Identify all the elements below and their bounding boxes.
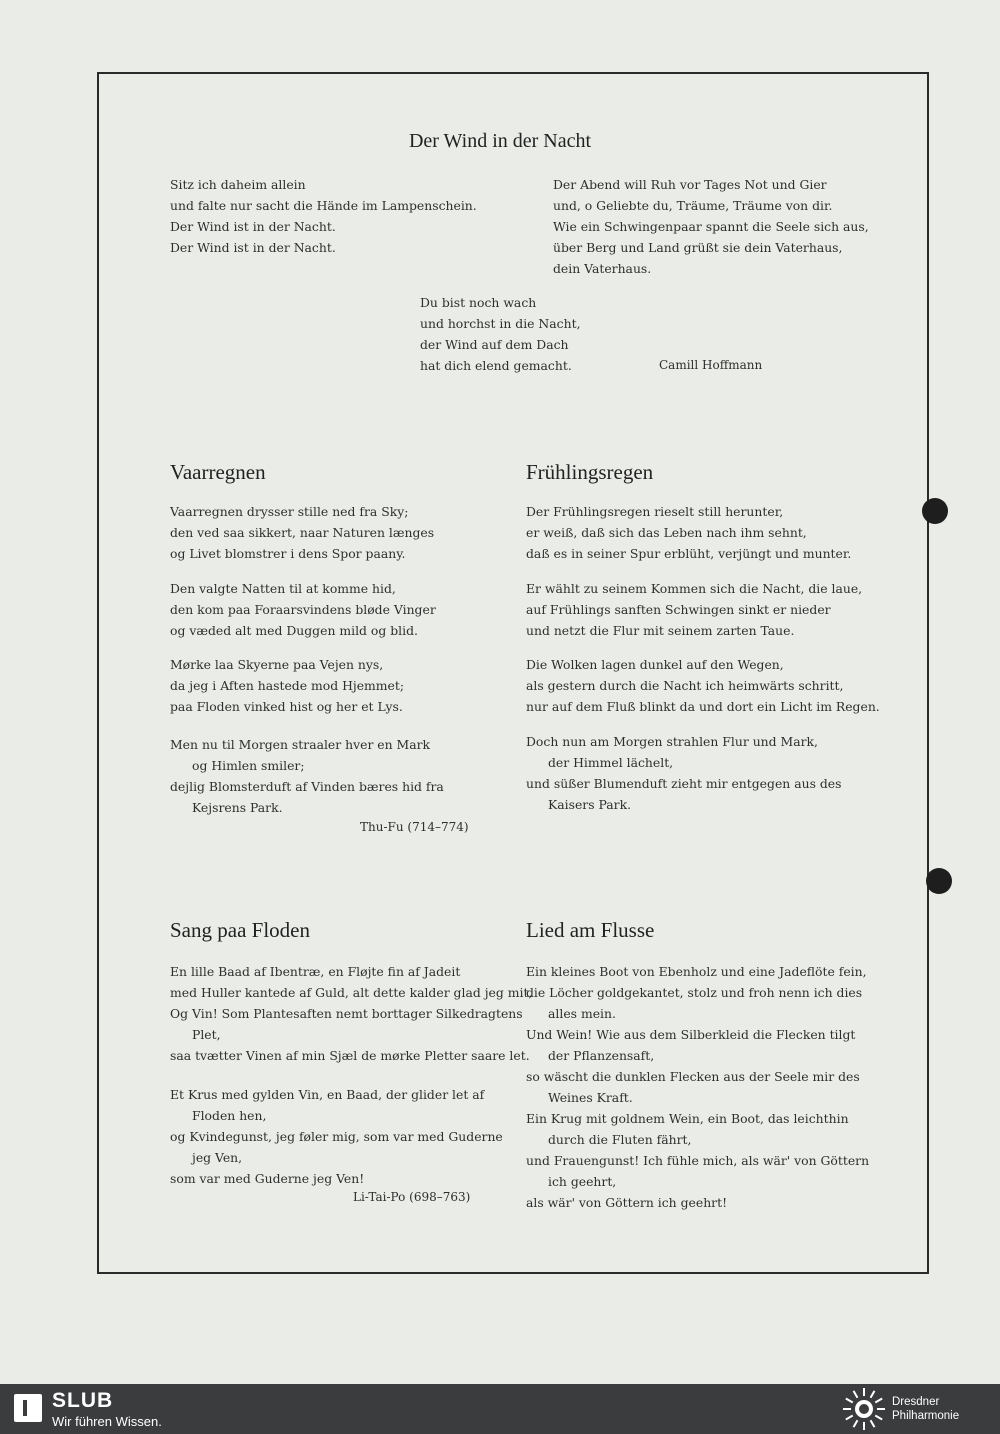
poem2-german-stanza-2 bbox=[526, 578, 862, 641]
poem-line: durch die Fluten fährt, bbox=[548, 1132, 692, 1147]
poem-line: som var med Guderne jeg Ven! bbox=[170, 1171, 365, 1186]
poem-line: auf Frühlings sanften Schwingen sinkt er nieder bbox=[526, 602, 831, 617]
poem2-author: Thu-Fu (714–774) bbox=[360, 820, 469, 834]
poem-line: daß es in seiner Spur erblüht, verjüngt und munter. bbox=[526, 546, 852, 561]
poem-line: Der Frühlingsregen rieselt still herunter, bbox=[526, 504, 784, 519]
slub-logo-icon[interactable] bbox=[14, 1394, 42, 1422]
slub-tagline: Wir führen Wissen. bbox=[52, 1414, 162, 1429]
poem-title-fruehlingsregen: Frühlingsregen bbox=[526, 460, 654, 484]
poem2-german-stanza-3 bbox=[526, 654, 880, 717]
poem-line: En lille Baad af Ibentræ, en Fløjte fin af Jadeit bbox=[170, 964, 461, 979]
poem-line: Du bist noch wach bbox=[420, 295, 537, 310]
poem-line: Et Krus med gylden Vin, en Baad, der glider let af bbox=[170, 1087, 485, 1102]
philharmonie-name bbox=[892, 1395, 959, 1423]
poem-line: und horchst in die Nacht, bbox=[420, 316, 581, 331]
poem-line: jeg Ven, bbox=[192, 1150, 243, 1165]
slub-name[interactable]: SLUB bbox=[52, 1389, 114, 1412]
poem-line: Der Abend will Ruh vor Tages Not und Gier bbox=[553, 177, 827, 192]
poem-line: Er wählt zu seinem Kommen sich die Nacht, die laue, bbox=[526, 581, 863, 596]
poem-line: Kaisers Park. bbox=[548, 797, 632, 812]
poem3-author: Li-Tai-Po (698–763) bbox=[353, 1190, 471, 1204]
poem-line: og Himlen smiler; bbox=[192, 758, 305, 773]
poem-line: und falte nur sacht die Hände im Lampenschein. bbox=[170, 198, 477, 213]
poem2-danish-stanza-4 bbox=[170, 734, 444, 818]
poem-line: Vaarregnen drysser stille ned fra Sky; bbox=[170, 504, 409, 519]
poem-title-sang-paa-floden: Sang paa Floden bbox=[170, 918, 310, 942]
poem-title-lied-am-flusse: Lied am Flusse bbox=[526, 918, 655, 942]
poem-line: die Löcher goldgekantet, stolz und froh nenn ich dies bbox=[526, 985, 863, 1000]
poem-line: er weiß, daß sich das Leben nach ihm sehnt, bbox=[526, 525, 807, 540]
poem2-german-stanza-4 bbox=[526, 731, 842, 815]
poem-line: med Huller kantede af Guld, alt dette kalder glad jeg mit, bbox=[170, 985, 533, 1000]
poem-line: Sitz ich daheim allein bbox=[170, 177, 306, 192]
poem-line: als wär' von Göttern ich geehrt! bbox=[526, 1195, 728, 1210]
poem-title-der-wind-in-der-nacht: Der Wind in der Nacht bbox=[408, 130, 592, 152]
poem3-danish-stanza-2 bbox=[170, 1084, 503, 1189]
poem1-left-stanza bbox=[170, 174, 477, 258]
poem-line: Doch nun am Morgen strahlen Flur und Mark, bbox=[526, 734, 818, 749]
poem-line: den kom paa Foraarsvindens bløde Vinger bbox=[170, 602, 436, 617]
poem-line: nur auf dem Fluß blinkt da und dort ein Licht im Regen. bbox=[526, 699, 880, 714]
poem-line: og Kvindegunst, jeg føler mig, som var med Guderne bbox=[170, 1129, 503, 1144]
poem-line: und netzt die Flur mit seinem zarten Taue. bbox=[526, 623, 795, 638]
philharmonie-line-1: Dresdner bbox=[892, 1396, 940, 1408]
poem-line: Men nu til Morgen straaler hver en Mark bbox=[170, 737, 431, 752]
poem2-danish-stanza-2 bbox=[170, 578, 436, 641]
poem-line: Mørke laa Skyerne paa Vejen nys, bbox=[170, 657, 384, 672]
poem1-author: Camill Hoffmann bbox=[659, 358, 763, 372]
poem-line: saa tvætter Vinen af min Sjæl de mørke Pletter saare let. bbox=[170, 1048, 530, 1063]
poem-line: og Livet blomstrer i dens Spor paany. bbox=[170, 546, 406, 561]
poem3-danish-text bbox=[170, 961, 532, 1066]
poem-line: den ved saa sikkert, naar Naturen længes bbox=[170, 525, 435, 540]
poem-line: Und Wein! Wie aus dem Silberkleid die Flecken tilgt bbox=[526, 1027, 856, 1042]
poem1-center-stanza bbox=[420, 292, 581, 376]
poem-line: Floden hen, bbox=[192, 1108, 267, 1123]
poem-line: Plet, bbox=[192, 1027, 221, 1042]
poem-line: Og Vin! Som Plantesaften nemt borttager Silkedragtens bbox=[170, 1006, 523, 1021]
poem-line: und süßer Blumenduft zieht mir entgegen aus des bbox=[526, 776, 842, 791]
poem-line: und, o Geliebte du, Träume, Träume von dir. bbox=[553, 198, 833, 213]
punch-hole bbox=[926, 868, 952, 894]
poem1-right-stanza bbox=[553, 174, 869, 279]
poem-line: der Wind auf dem Dach bbox=[420, 337, 569, 352]
poem-line: als gestern durch die Nacht ich heimwärts schritt, bbox=[526, 678, 844, 693]
philharmonie-logo-icon[interactable] bbox=[842, 1387, 886, 1431]
poem-line: Wie ein Schwingenpaar spannt die Seele sich aus, bbox=[553, 219, 869, 234]
poem-line: Weines Kraft. bbox=[548, 1090, 633, 1105]
poem2-danish-text bbox=[170, 501, 434, 564]
poem-line: hat dich elend gemacht. bbox=[420, 358, 572, 373]
poem-line: Ein kleines Boot von Ebenholz und eine Jadeflöte fein, bbox=[526, 964, 867, 979]
punch-hole bbox=[922, 498, 948, 524]
poem-line: dejlig Blomsterduft af Vinden bæres hid fra bbox=[170, 779, 444, 794]
poem2-danish-stanza-3 bbox=[170, 654, 404, 717]
poem-line: da jeg i Aften hastede mod Hjemmet; bbox=[170, 678, 405, 693]
poem-line: der Pflanzensaft, bbox=[548, 1048, 655, 1063]
poem-line: alles mein. bbox=[548, 1006, 616, 1021]
poem-line: Kejsrens Park. bbox=[192, 800, 283, 815]
poem-line: der Himmel lächelt, bbox=[548, 755, 674, 770]
poem-line: paa Floden vinked hist og her et Lys. bbox=[170, 699, 403, 714]
poem2-german-text bbox=[526, 501, 851, 564]
poem-line: dein Vaterhaus. bbox=[553, 261, 652, 276]
poem-line: und Frauengunst! Ich fühle mich, als wär' von Göttern bbox=[526, 1153, 870, 1168]
poem3-german-text bbox=[526, 961, 869, 1213]
poem-line: Der Wind ist in der Nacht. bbox=[170, 240, 336, 255]
footer-bar bbox=[0, 1384, 1000, 1434]
poem-line: ich geehrt, bbox=[548, 1174, 617, 1189]
poem-line: so wäscht die dunklen Flecken aus der Seele mir des bbox=[526, 1069, 860, 1084]
poem-line: Die Wolken lagen dunkel auf den Wegen, bbox=[526, 657, 784, 672]
poem-title-vaarregnen: Vaarregnen bbox=[170, 460, 266, 484]
poem-line: über Berg und Land grüßt sie dein Vaterhaus, bbox=[553, 240, 843, 255]
philharmonie-line-2: Philharmonie bbox=[892, 1410, 960, 1422]
poem-line: Der Wind ist in der Nacht. bbox=[170, 219, 336, 234]
poem-line: Ein Krug mit goldnem Wein, ein Boot, das leichthin bbox=[526, 1111, 849, 1126]
poem-line: Den valgte Natten til at komme hid, bbox=[170, 581, 396, 596]
poem-line: og væded alt med Duggen mild og blid. bbox=[170, 623, 418, 638]
